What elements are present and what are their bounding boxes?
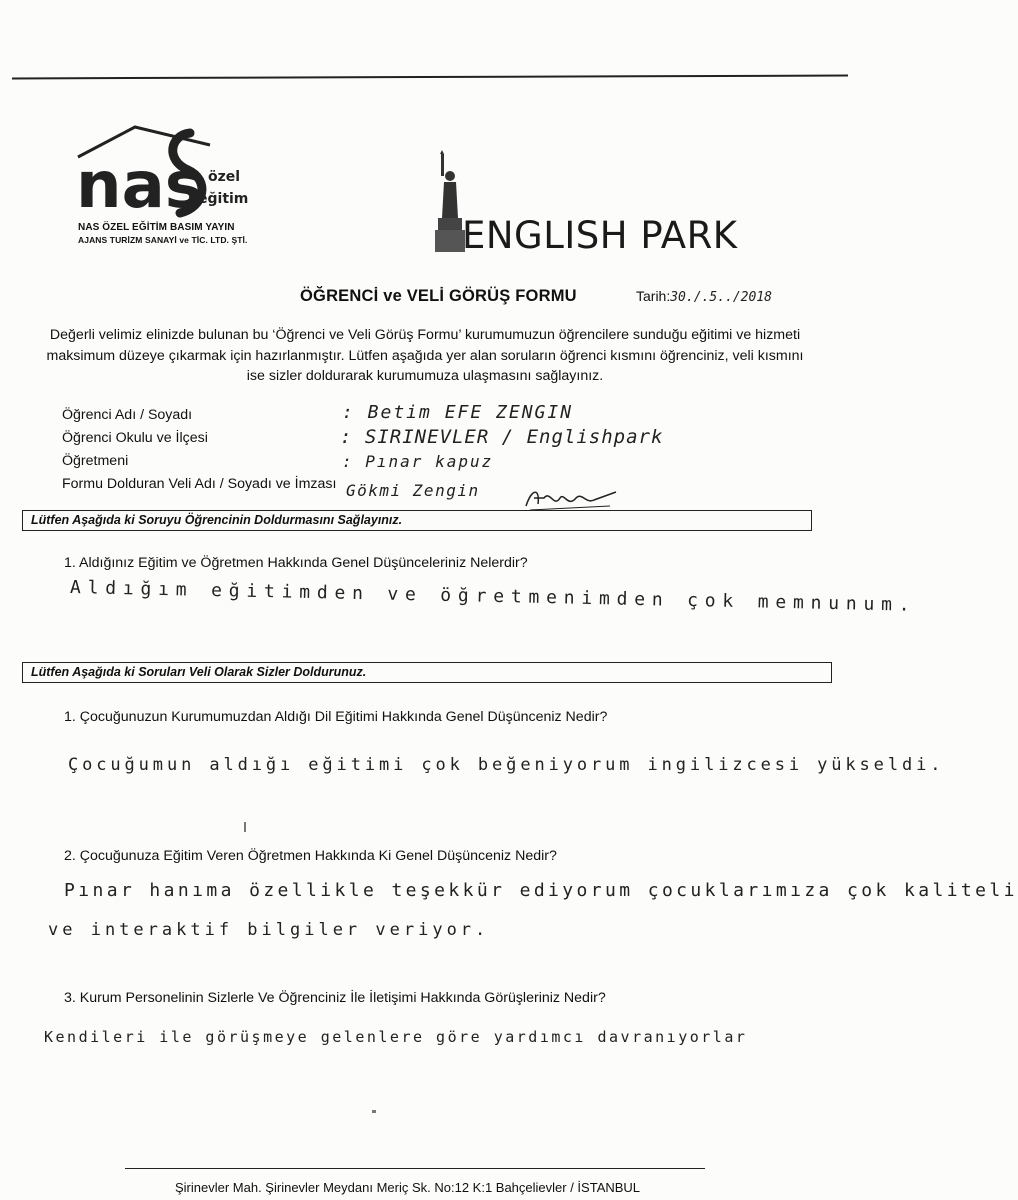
- statue-of-liberty-icon: [430, 150, 466, 252]
- student-name-value[interactable]: : Betim EFE ZENGIN: [342, 402, 574, 423]
- parent-question-2: 2. Çocuğunuza Eğitim Veren Öğretmen Hakkında Ki Genel Düşünceniz Nedir?: [64, 848, 557, 864]
- teacher-label: Öğretmeni: [62, 453, 129, 469]
- parent-question-3: 3. Kurum Personelinin Sizlerle Ve Öğrenciniz İle İletişimi Hakkında Görüşleriniz Nedir?: [64, 990, 606, 1006]
- student-name-label: Öğrenci Adı / Soyadı: [62, 407, 193, 423]
- form-title: ÖĞRENCİ ve VELİ GÖRÜŞ FORMU: [300, 287, 577, 305]
- parent-name-value[interactable]: Gökmi Zengin: [346, 481, 480, 500]
- parent-answer-2-line-1[interactable]: Pınar hanıma özellikle teşekkür ediyorum çocuklarımıza çok kaliteli: [64, 880, 1018, 901]
- footer-rule: [125, 1168, 705, 1169]
- english-park-logo: ENGLISH PARK: [462, 214, 738, 257]
- parent-label: Formu Dolduran Veli Adı / Soyadı ve İmzası: [62, 476, 337, 492]
- svg-text:özel: özel: [208, 169, 241, 185]
- parent-answer-1[interactable]: Çocuğumun aldığı eğitimi çok beğeniyorum ingilizcesi yükseldi.: [68, 755, 945, 775]
- nas-company-name: NAS ÖZEL EĞİTİM BASIM YAYIN AJANS TURİZM SANAYİ ve TİC. LTD. ŞTİ.: [78, 222, 248, 245]
- footer-address: Şirinevler Mah. Şirinevler Meydanı Meriç Sk. No:12 K:1 Bahçelievler / İSTANBUL: [175, 1180, 641, 1195]
- date-field[interactable]: [636, 288, 772, 305]
- nas-wordmark: nas: [76, 149, 203, 223]
- student-section-heading: Lütfen Aşağıda ki Soruyu Öğrencinin Doldurmasını Sağlayınız.: [22, 510, 812, 531]
- student-question-1: 1. Aldığınız Eğitim ve Öğretmen Hakkında Genel Düşünceleriniz Nelerdir?: [64, 555, 528, 571]
- parent-question-1: 1. Çocuğunuzun Kurumumuzdan Aldığı Dil Eğitimi Hakkında Genel Düşünceniz Nedir?: [64, 709, 608, 725]
- scan-speck: [244, 822, 246, 832]
- parent-section-heading: Lütfen Aşağıda ki Soruları Veli Olarak Sizler Doldurunuz.: [22, 662, 832, 683]
- parent-answer-2-line-2[interactable]: ve interaktif bilgiler veriyor.: [48, 920, 490, 940]
- scan-speck: [372, 1110, 376, 1113]
- parent-answer-3[interactable]: Kendileri ile görüşmeye gelenlere göre yardımcı davranıyorlar: [44, 1028, 748, 1046]
- date-value: 30./.5../2018: [670, 290, 772, 305]
- school-value[interactable]: : SIRINEVLER / Englishpark: [340, 426, 664, 448]
- school-label: Öğrenci Okulu ve İlçesi: [62, 430, 208, 446]
- svg-text:eğitim: eğitim: [198, 191, 249, 207]
- teacher-value[interactable]: : Pınar kapuz: [342, 452, 494, 471]
- top-rule: [12, 75, 848, 80]
- student-answer-1[interactable]: Aldığım eğitimden ve öğretmenimden çok memnunum.: [69, 577, 917, 616]
- intro-paragraph: Değerli velimiz elinizde bulunan bu ‘Öğrenci ve Veli Görüş Formu’ kurumumuzun öğrencilere sunduğu eğitimi ve hizmeti maksimum düzeye çıkarmak için hazırlanmıştır. Lütfen aşağıda yer alan soruların öğrenci kısmını öğrenciniz, veli kısmını ise sizler doldurarak kurumumuza ulaşmasını sağlayınız.: [46, 327, 804, 384]
- date-label: Tarih:: [636, 288, 671, 304]
